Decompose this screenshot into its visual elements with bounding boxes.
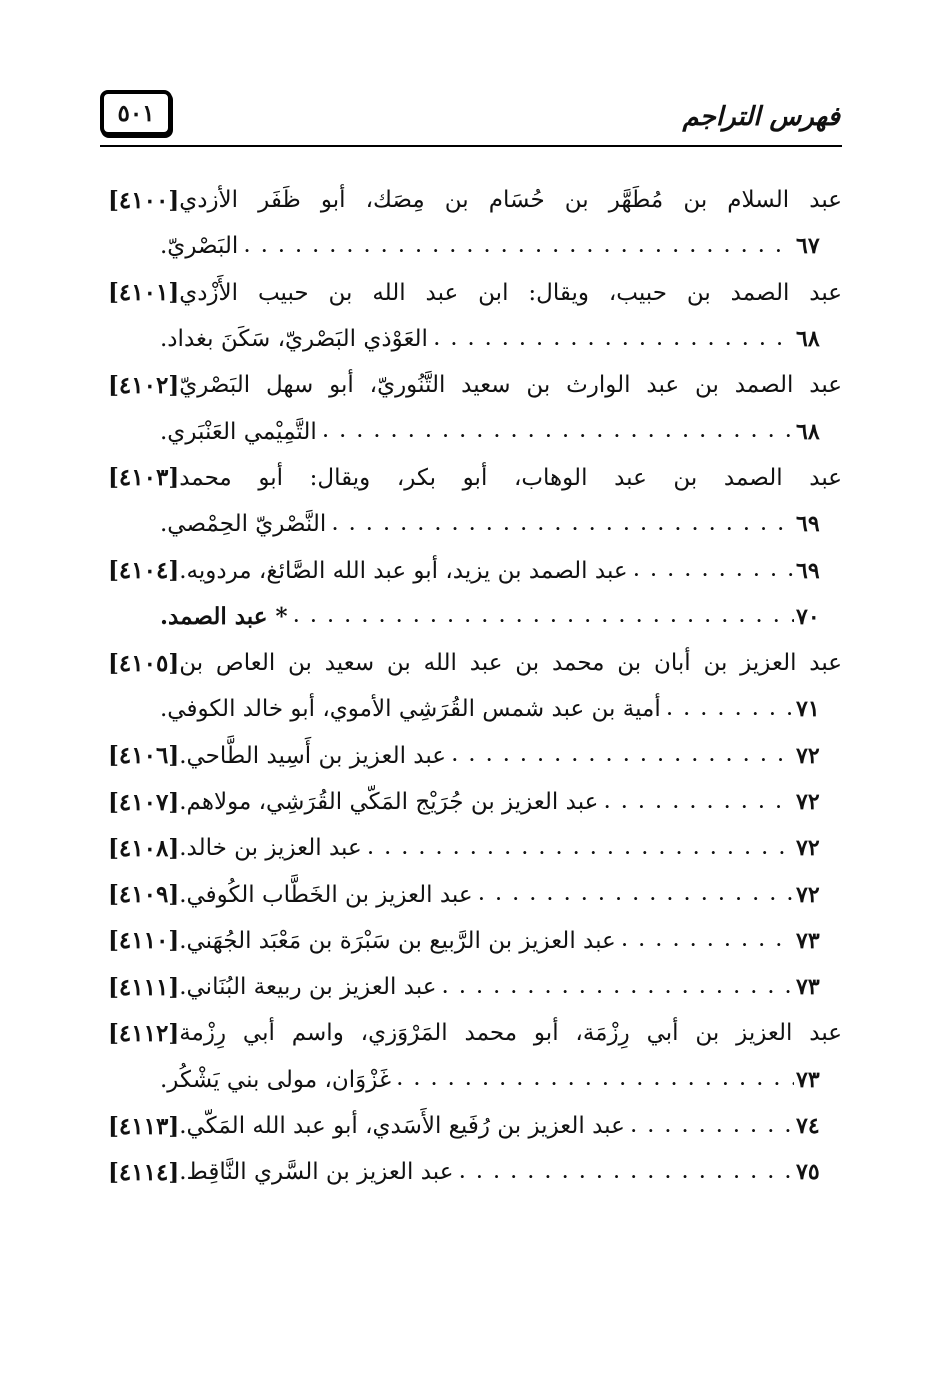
leader-dots <box>317 422 794 441</box>
entry-text: عبد العزيز بن الخَطَّاب الكُوفي. <box>179 881 473 908</box>
entry-page: ٦٧ <box>796 233 820 260</box>
entry-text: عبد الصمد بن يزيد، أبو عبد الله الصَّائغ، مردويه. <box>179 557 628 584</box>
entry-line <box>100 825 842 871</box>
entry-page: ٦٩ <box>796 557 820 584</box>
index-list <box>100 177 842 1196</box>
leader-dots <box>428 330 794 349</box>
entry-text: عبد العزيز بن رُفَيع الأَسَدي، أبو عبد الله المَكّي. <box>179 1113 625 1140</box>
entry-line <box>100 779 842 825</box>
entry-text: عبد العزيز بن أَسِيد الطَّاحي. <box>179 742 447 769</box>
entry-page: ٧٢ <box>796 881 820 908</box>
entry-text: عبد العزيز بن جُرَيْج المَكّي القُرَشِي، مولاهم. <box>179 789 599 815</box>
page-number: ٥٠١ <box>117 99 155 127</box>
entry-line <box>100 1149 842 1195</box>
entry-page: ٦٨ <box>796 418 820 445</box>
entry-line <box>100 223 842 269</box>
entry-line <box>100 686 842 732</box>
leader-dots <box>391 1070 794 1089</box>
entry-page: ٦٨ <box>796 326 820 353</box>
entry-number: [٤١١٤] <box>108 1158 180 1186</box>
entry-page: ٧٣ <box>796 927 820 954</box>
entry-text: عبد العزيز بن أبي رِزْمَة، أبو محمد المَرْوَزي، واسم أبي رِزْمة <box>179 1020 842 1047</box>
entry-number: [٤١١٢] <box>108 1019 180 1047</box>
entry-page: ٧٣ <box>796 1066 820 1093</box>
entry-number: [٤١١١] <box>108 973 180 1001</box>
header-rule <box>100 145 842 147</box>
entry-line <box>100 177 842 223</box>
entry-line <box>100 918 842 964</box>
entry-page: ٧٠ <box>796 603 820 630</box>
entry-number: [٤١١٠] <box>108 927 180 955</box>
entry-number: [٤١٠٤] <box>108 557 180 585</box>
entry-line <box>100 316 842 362</box>
entry-text-cont: البَصْريّ. <box>160 233 239 260</box>
entry-number: [٤١٠٨] <box>108 834 180 862</box>
entry-line <box>100 1057 842 1103</box>
entry-line <box>100 871 842 917</box>
entry-page: ٧٢ <box>796 835 820 862</box>
entry-page: ٧٤ <box>796 1113 820 1140</box>
entry-text-cont: أمية بن عبد شمس القُرَشِي الأموي، أبو خالد الكوفي. <box>160 696 661 723</box>
leader-dots <box>661 700 794 719</box>
entry-page: ٧٢ <box>796 789 820 815</box>
entry-number: [٤١٠٧] <box>108 788 180 816</box>
entry-line <box>100 501 842 547</box>
entry-line <box>100 733 842 779</box>
leader-dots <box>473 885 794 904</box>
entry-text-cont: النَّصْريّ الحِمْصي. <box>160 511 327 538</box>
leader-dots <box>238 237 794 256</box>
leader-dots <box>598 793 794 812</box>
leader-dots <box>436 978 794 997</box>
entry-number: [٤١٠٢] <box>108 371 180 399</box>
page-header <box>100 88 842 152</box>
entry-page: ٧٥ <box>796 1159 820 1186</box>
running-title: فهرس التراجم <box>682 102 840 132</box>
entry-number: [٤١٠٣] <box>108 464 180 492</box>
entry-number: [٤١٠٦] <box>108 742 180 770</box>
entry-text: عبد العزيز بن السَّري النَّاقِط. <box>179 1159 454 1186</box>
entry-text: عبد العزيز بن ربيعة البُنَاني. <box>179 974 437 1001</box>
leader-dots <box>628 561 794 580</box>
entry-text: عبد العزيز بن الرَّبيع بن سَبْرَة بن مَعْبَد الجُهَني. <box>179 927 616 954</box>
entry-line <box>100 964 842 1010</box>
entry-page: ٦٩ <box>796 511 820 538</box>
entry-line <box>100 270 842 316</box>
entry-text: عبد العزيز بن خالد. <box>179 835 362 862</box>
entry-number: [٤١٠٩] <box>108 881 180 909</box>
entry-line <box>100 455 842 501</box>
leader-dots <box>625 1117 794 1136</box>
entry-number: [٤١٠٠] <box>108 186 180 214</box>
entry-page: ٧١ <box>796 696 820 723</box>
section-heading: * عبد الصمد. <box>160 603 288 631</box>
entry-line <box>100 547 842 593</box>
entry-text: عبد الصمد بن عبد الوارث بن سعيد التَّنُوريّ، أبو سهل البَصْريّ <box>179 372 842 399</box>
entry-page: ٧٢ <box>796 742 820 769</box>
entry-number: [٤١١٣] <box>108 1112 180 1140</box>
leader-dots <box>446 746 794 765</box>
entry-line <box>100 1010 842 1056</box>
entry-text-cont: غَزْوَان، مولى بني يَشْكُر. <box>160 1066 391 1093</box>
entry-page: ٧٣ <box>796 974 820 1001</box>
entry-text: عبد السلام بن مُطَهَّر بن حُسَام بن مِصَك، أبو ظَفَر الأزدي <box>179 187 842 214</box>
leader-dots <box>326 515 794 534</box>
entry-line <box>100 640 842 686</box>
entry-text-cont: التَّمِيْمي العَنْبَري. <box>160 418 317 445</box>
entry-line <box>100 1103 842 1149</box>
leader-dots <box>362 839 794 858</box>
leader-dots <box>616 931 794 950</box>
entry-number: [٤١٠٥] <box>108 649 180 677</box>
entry-text: عبد العزيز بن أبان بن محمد بن عبد الله بن سعيد بن العاص بن <box>179 650 842 677</box>
entry-line <box>100 594 842 640</box>
leader-dots <box>288 607 795 626</box>
leader-dots <box>453 1163 794 1182</box>
entry-number: [٤١٠١] <box>108 279 180 307</box>
page-number-box <box>100 90 172 136</box>
entry-text: عبد الصمد بن عبد الوهاب، أبو بكر، ويقال: أبو محمد <box>179 464 842 491</box>
entry-text: عبد الصمد بن حبيب، ويقال: ابن عبد الله بن حبيب الأَزْدي <box>179 279 842 306</box>
entry-text-cont: العَوْذي البَصْريّ، سَكَنَ بغداد. <box>160 326 428 353</box>
entry-line <box>100 408 842 454</box>
entry-line <box>100 362 842 408</box>
